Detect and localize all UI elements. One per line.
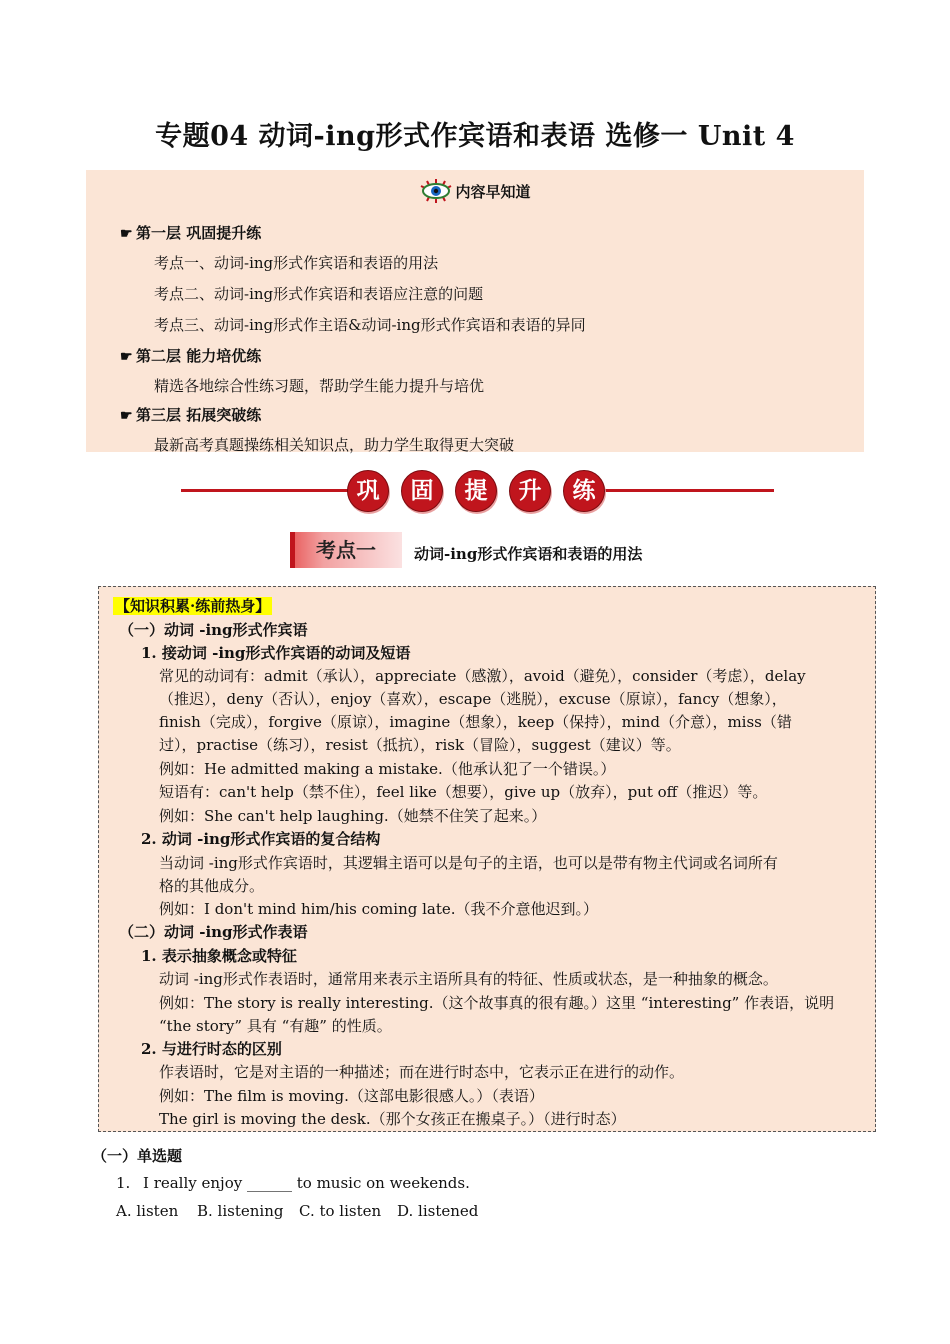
example-line: 例如：She can't help laughing.（她禁不住笑了起来。） <box>159 807 547 825</box>
layer-3-item-1: 最新高考真题操练相关知识点，助力学生取得更大突破 <box>154 436 515 454</box>
example-line: 例如：The story is really interesting.（这个故事真的很有趣。）这里 “interesting” 作表语，说明 <box>159 994 835 1012</box>
option-a[interactable]: A. listen <box>116 1202 179 1220</box>
layer-1-item-3: 考点三、动词-ing形式作主语&动词-ing形式作宾语和表语的异同 <box>154 316 586 334</box>
layer-1-item-2: 考点二、动词-ing形式作宾语和表语应注意的问题 <box>154 285 484 303</box>
layer-1-title: ☛ 第一层 巩固提升练 <box>120 224 262 242</box>
banner-char: 升 <box>509 470 551 512</box>
question-number: 1. <box>116 1174 131 1192</box>
layer-1-item-1: 考点一、动词-ing形式作宾语和表语的用法 <box>154 254 439 272</box>
banner-char: 提 <box>455 470 497 512</box>
body-line: （推迟），deny（否认），enjoy（喜欢），escape（逃脱），excuse（原谅），fancy（想象）， <box>159 690 787 708</box>
body-line: 短语有：can't help（禁不住），feel like（想要），give up（放弃），put off（推迟）等。 <box>159 783 768 801</box>
banner-char: 巩 <box>347 470 389 512</box>
subsection-heading: 1. 接动词 -ing形式作宾语的动词及短语 <box>141 644 411 662</box>
section-heading: （二）动词 -ing形式作表语 <box>119 923 308 941</box>
kaodian-title: 动词-ing形式作宾语和表语的用法 <box>414 545 643 563</box>
example-line: 例如：The film is moving.（这部电影很感人。）（表语） <box>159 1087 544 1105</box>
banner-line-left <box>181 489 349 492</box>
subsection-heading: 1. 表示抽象概念或特征 <box>141 947 297 965</box>
example-line: 例如：I don't mind him/his coming late.（我不介意他迟到。） <box>159 900 599 918</box>
layer-2-title: ☛ 第二层 能力培优练 <box>120 347 262 365</box>
section-heading: （一）动词 -ing形式作宾语 <box>119 621 308 639</box>
layer-2-item-1: 精选各地综合性练习题，帮助学生能力提升与培优 <box>154 377 485 395</box>
body-line: 作表语时，它是对主语的一种描述；而在进行时态中，它表示正在进行的动作。 <box>159 1063 685 1081</box>
page-title: 专题04 动词-ing形式作宾语和表语 选修一 Unit 4 <box>155 121 795 152</box>
overview-heading: 内容早知道 <box>86 178 864 208</box>
banner-line-right <box>605 489 774 492</box>
banner-char: 固 <box>401 470 443 512</box>
kaodian-tag: 考点一 <box>290 532 402 568</box>
subsection-heading: 2. 与进行时态的区别 <box>141 1040 282 1058</box>
body-line: 常见的动词有：admit（承认），appreciate（感激），avoid（避免），consider（考虑），delay <box>159 667 806 685</box>
question-stem: I really enjoy ______ to music on weekends. <box>143 1174 470 1192</box>
option-b[interactable]: B. listening <box>197 1202 284 1220</box>
option-c[interactable]: C. to listen <box>299 1202 382 1220</box>
question-section-heading: （一）单选题 <box>92 1147 183 1165</box>
pointing-hand-icon: ☛ <box>120 349 133 365</box>
pointing-hand-icon: ☛ <box>120 408 133 424</box>
knowledge-header: 【知识积累·练前热身】 <box>115 597 271 615</box>
section-banner <box>181 470 774 512</box>
pointing-hand-icon: ☛ <box>120 226 133 242</box>
body-line: finish（完成），forgive（原谅），imagine（想象），keep（保持），mind（介意），miss（错 <box>159 713 792 731</box>
knowledge-box <box>98 586 876 1132</box>
example-line: The girl is moving the desk.（那个女孩正在搬桌子。）（进行时态） <box>159 1110 626 1128</box>
eye-icon <box>419 178 453 208</box>
option-d[interactable]: D. listened <box>397 1202 479 1220</box>
subsection-heading: 2. 动词 -ing形式作宾语的复合结构 <box>141 830 381 848</box>
body-line: “the story” 具有 “有趣” 的性质。 <box>159 1017 392 1035</box>
body-line: 过），practise（练习），resist（抵抗），risk（冒险），suggest（建议）等。 <box>159 736 681 754</box>
body-line: 当动词 -ing形式作宾语时，其逻辑主语可以是句子的主语，也可以是带有物主代词或名词所有 <box>159 854 778 872</box>
banner-char: 练 <box>563 470 605 512</box>
layer-3-title: ☛ 第三层 拓展突破练 <box>120 406 262 424</box>
example-line: 例如：He admitted making a mistake.（他承认犯了一个错误。） <box>159 760 616 778</box>
body-line: 动词 -ing形式作表语时，通常用来表示主语所具有的特征、性质或状态，是一种抽象的概念。 <box>159 970 778 988</box>
overview-box <box>86 170 864 452</box>
body-line: 格的其他成分。 <box>159 877 265 895</box>
